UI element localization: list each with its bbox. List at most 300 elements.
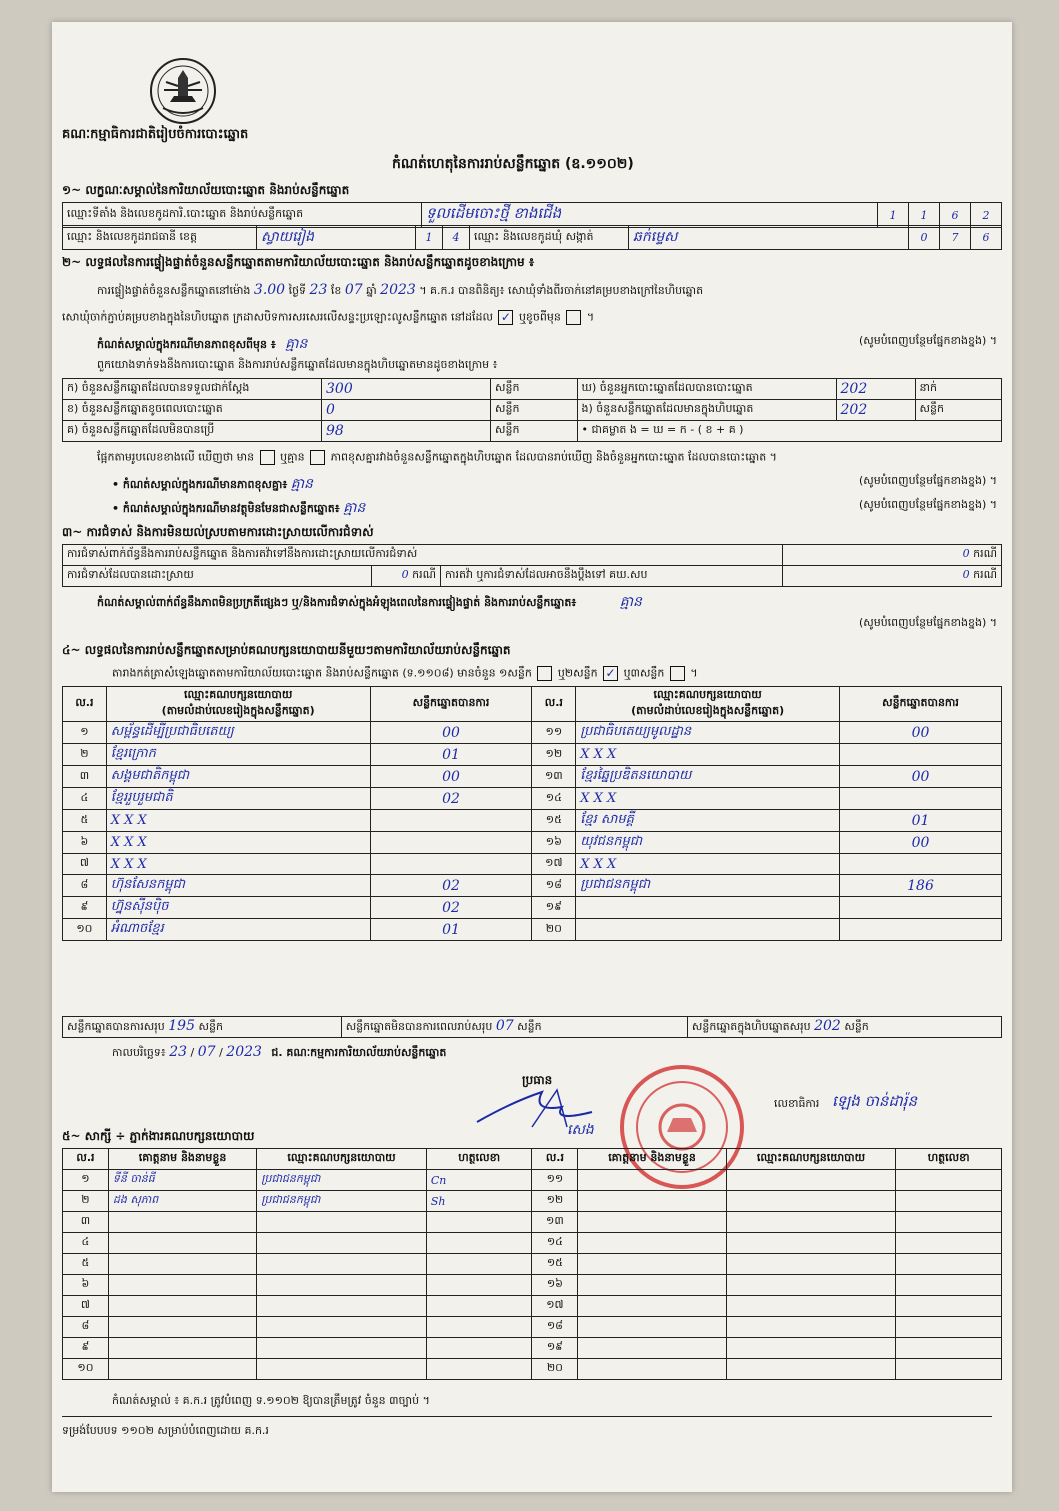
difference-note-value: គ្មាន <box>285 336 308 352</box>
month-label: ខែ <box>330 284 342 297</box>
col-party-sub: (តាមលំដាប់លេខរៀងក្នុងសន្លឹកឆ្នោត) <box>631 704 785 717</box>
party-row-no: ៦ <box>63 832 107 854</box>
has-difference-checkbox[interactable] <box>260 450 275 465</box>
table-row <box>63 766 1002 788</box>
unit-label: ករណី <box>973 568 997 581</box>
party-row-no: ២០ <box>532 919 576 941</box>
commune-value: ឆក់ម្ទេស <box>629 226 909 250</box>
table-row <box>63 832 1002 854</box>
secretary-label: លេខាធិការ <box>774 1097 820 1110</box>
footer-divider <box>62 1416 992 1417</box>
party-name: ខ្មែរក្រោក <box>106 744 370 766</box>
appeal-count-cell <box>783 566 1002 587</box>
party-votes <box>370 854 532 875</box>
chair-signature <box>472 1082 602 1132</box>
total-invalid-cell <box>341 1017 687 1038</box>
resolved-count: 0 <box>401 568 409 581</box>
witness-row-no: ១២ <box>532 1191 578 1212</box>
witness-party <box>257 1317 427 1338</box>
witness-signature <box>896 1338 1002 1359</box>
section-4-title: ៤~ លទ្ធផលនៃការរាប់សន្លឹកឆ្នោតសម្រាប់គណបក្សនយោបាយនីមួយៗតាមការិយាល័យរាប់សន្លឹកឆ្នោត <box>62 643 511 657</box>
verification-text-b: ។ គ.ក.រ បានពិនិត្យ៖ សោឃុំទាំងពីរចាក់នៅគម្របខាងក្រៅនៃហិបឆ្នោត <box>419 284 704 297</box>
unused-value: 98 <box>322 421 491 442</box>
witness-row-no: ១៤ <box>532 1233 578 1254</box>
party-name: X X X <box>576 788 840 810</box>
col-votes: សន្លឹកឆ្នោតបានការ <box>370 687 532 722</box>
unit-label: នាក់ <box>915 379 1002 400</box>
section-2-title: ២~ លទ្ធផលនៃការផ្ទៀងផ្ទាត់ចំនួនសន្លឹកឆ្នោតតាមការិយាល័យបោះឆ្នោត និងរាប់សន្លឹកឆ្នោតដូចខាងក្រោម ៖ <box>62 255 535 269</box>
evidence-intro: ពួកយោងទាក់ទងនឹងការបោះឆ្នោត និងការរាប់សន្លឹកឆ្នោតដែលមានក្នុងហិបឆ្នោតមានដូចខាងក្រោម ៖ <box>97 358 498 371</box>
witness-party <box>726 1191 896 1212</box>
party-votes: 01 <box>840 810 1002 832</box>
irregularities-value: គ្មាន <box>619 594 642 610</box>
party-votes <box>840 897 1002 919</box>
day-label: ថ្ងៃទី <box>288 284 307 297</box>
witness-name <box>108 1233 256 1254</box>
party-votes: 02 <box>370 875 532 897</box>
witness-name <box>108 1338 256 1359</box>
party-votes: 00 <box>840 832 1002 854</box>
fill-back-note: (សូមបំពេញបន្ថែមផ្នែកខាងខ្នង) ។ <box>858 616 997 629</box>
province-code-digit: 1 <box>416 226 443 250</box>
col-party-sub: (តាមលំដាប់លេខរៀងក្នុងសន្លឹកឆ្នោត) <box>161 704 315 717</box>
col-no: ល.រ <box>532 1149 578 1170</box>
formula-text: • ជាគម្លាត ង = ឃ = ក - ( ខ + គ ) <box>577 421 1002 442</box>
party-name: ប្រជាធិបតេយ្យមូលដ្ឋាន <box>576 722 840 744</box>
party-row-no: ៨ <box>63 875 107 897</box>
witness-name <box>108 1317 256 1338</box>
fill-back-note: (សូមបំពេញបន្ថែមផ្នែកខាងខ្នង) ។ <box>858 474 997 487</box>
verification-text: ការផ្ទៀងផ្ទាត់ចំនួនសន្លឹកឆ្នោតនៅម៉ោង <box>97 284 251 297</box>
table-row <box>63 897 1002 919</box>
party-row-no: ១៦ <box>532 832 576 854</box>
table-row <box>63 744 1002 766</box>
party-name: X X X <box>576 744 840 766</box>
witness-name <box>578 1212 726 1233</box>
witness-party <box>257 1233 427 1254</box>
signer-title: ជ. គណៈកម្មការការិយាល័យរាប់សន្លឹកឆ្នោត <box>271 1046 447 1059</box>
verification-line-1 <box>97 282 703 300</box>
verification-month: 07 <box>344 282 363 298</box>
form-footer: ទម្រង់បែបបទ ១១០២ សម្រាប់បំពេញដោយ គ.ក.រ <box>62 1424 269 1437</box>
note-difference-label: • កំណត់សម្គាល់ក្នុងករណីមានភាពខុសគ្នា៖ <box>112 478 288 491</box>
witness-name <box>578 1338 726 1359</box>
total-invalid-label: សន្លឹកឆ្នោតមិនបានការពេលរាប់សរុប <box>345 1020 493 1033</box>
discrepancy-text-b: ភាពខុសគ្នារវាងចំនួនសន្លឹកឆ្នោតក្នុងហិបឆ្នោត ដែលបានរាប់ឃើញ និងចំនួនអ្នកបោះឆ្នោត ដែលបានបោះឆ្នោត ។ <box>330 450 777 464</box>
witness-party: ប្រជាជនកម្ពុជា <box>257 1191 427 1212</box>
col-no: ល.រ <box>63 687 107 722</box>
party-name <box>576 919 840 941</box>
resolved-count-cell <box>372 566 441 587</box>
party-votes <box>840 854 1002 875</box>
party-row-no: ១៣ <box>532 766 576 788</box>
witness-name <box>108 1254 256 1275</box>
three-sheet-checkbox[interactable] <box>670 666 685 681</box>
party-name: សម្ព័ន្ធដើម្បីប្រជាធិបតេយ្យ <box>106 722 370 744</box>
col-signature: ហត្ថលេខា <box>426 1149 532 1170</box>
witness-row-no: ២ <box>63 1191 109 1212</box>
resolved-label: ការជំទាស់ដែលបានដោះស្រាយ <box>63 566 372 587</box>
witness-name <box>108 1359 256 1380</box>
col-no: ល.រ <box>532 687 576 722</box>
spoiled-value: 0 <box>322 400 491 421</box>
two-sheet-label: ឬ២សន្លឹក <box>557 666 598 680</box>
unused-label: គ) ចំនួនសន្លឹកឆ្នោតដែលមិនបានប្រើ <box>63 421 322 442</box>
province-value: ស្វាយរៀង <box>257 226 416 250</box>
party-name: ហ៊ុនសែនកម្ពុជា <box>106 875 370 897</box>
witness-row-no: ១ <box>63 1170 109 1191</box>
section-3-title: ៣~ ការជំទាស់ និងការមិនយល់ស្របតាមការដោះស្រាយលើការជំទាស់ <box>62 525 374 539</box>
table-row <box>63 810 1002 832</box>
table-row <box>63 1191 1002 1212</box>
witness-row-no: ១៥ <box>532 1254 578 1275</box>
spoiled-label: ខ) ចំនួនសន្លឹកឆ្នោតខូចពេលបោះឆ្នោត <box>63 400 322 421</box>
witness-signature <box>426 1359 532 1380</box>
table-row <box>63 1170 1002 1191</box>
unit-label: ករណី <box>412 568 436 581</box>
party-votes <box>840 788 1002 810</box>
witness-party <box>257 1338 427 1359</box>
fill-back-note: (សូមបំពេញបន្ថែមផ្នែកខាងខ្នង) ។ <box>858 334 997 347</box>
witness-party <box>726 1170 896 1191</box>
note-difference-line <box>112 474 997 495</box>
unit-label: សន្លឹក <box>491 421 578 442</box>
col-votes: សន្លឹកឆ្នោតបានការ <box>840 687 1002 722</box>
unit-label: សន្លឹក <box>517 1020 542 1033</box>
no-label: ឬគ្មាន <box>280 450 305 464</box>
table-row <box>63 1254 1002 1275</box>
note-foreign-line <box>112 498 997 519</box>
station-code-digit: 1 <box>878 203 909 228</box>
total-invalid-value: 07 <box>495 1018 514 1034</box>
secretary-name: ឡេង ចាន់ដារ៉ុន <box>832 1092 917 1110</box>
station-code-digit: 1 <box>909 203 940 228</box>
party-row-no: ៥ <box>63 810 107 832</box>
intact-checkbox[interactable]: ✓ <box>498 310 513 325</box>
witness-signature <box>426 1233 532 1254</box>
col-party-label: ឈ្មោះគណបក្សនយោបាយ <box>653 688 762 701</box>
witness-signature <box>426 1254 532 1275</box>
witness-name: ដង សុភាព <box>108 1191 256 1212</box>
witness-row-no: ៨ <box>63 1317 109 1338</box>
party-votes <box>370 810 532 832</box>
party-votes: 00 <box>370 722 532 744</box>
party-name: សង្គមជាតិកម្ពុជា <box>106 766 370 788</box>
witness-party <box>726 1254 896 1275</box>
date-label: កាលបរិច្ឆេទ៖ <box>112 1046 166 1059</box>
seal-status-text: សោឃុំចាក់ភ្ជាប់គម្របខាងក្នុងនៃហិបឆ្នោត ក្រដាសបិទការសរសេរលើសន្ទះប្រឡោះលូសន្លឹកឆ្នោត នៅដដែល <box>62 310 493 324</box>
objections-count-cell <box>783 545 1002 566</box>
witness-name <box>108 1275 256 1296</box>
party-votes: 00 <box>840 766 1002 788</box>
chair-name: សេង <box>567 1122 594 1138</box>
total-valid-cell <box>63 1017 342 1038</box>
witness-row-no: ១៨ <box>532 1317 578 1338</box>
col-party: ឈ្មោះគណបក្សនយោបាយ <box>257 1149 427 1170</box>
party-row-no: ១០ <box>63 919 107 941</box>
party-name: ខ្មែររួបរួមជាតិ <box>106 788 370 810</box>
unit-label: សន្លឹក <box>915 400 1002 421</box>
witness-party <box>257 1275 427 1296</box>
in-box-value: 202 <box>836 400 915 421</box>
party-name: X X X <box>106 832 370 854</box>
appeal-count: 0 <box>962 568 970 581</box>
voters-label: ឃ) ចំនួនអ្នកបោះឆ្នោតដែលបានបោះឆ្នោត <box>577 379 836 400</box>
total-valid-value: 195 <box>168 1018 195 1034</box>
footnote: កំណត់សម្គាល់ ៖ គ.ក.រ ត្រូវបំពេញ ទ.១១០២ ឱ្យបានត្រឹមត្រូវ ចំនួន ៣ច្បាប់ ។ <box>112 1394 430 1407</box>
form-title: កំណត់ហេតុនៃការរាប់សន្លឹកឆ្នោត (ឧ.១១០២) <box>392 156 634 172</box>
difference-note-line <box>97 334 997 355</box>
witness-signature <box>896 1359 1002 1380</box>
party-name: យុវជនកម្ពុជា <box>576 832 840 854</box>
witness-party <box>726 1233 896 1254</box>
party-row-no: ១៨ <box>532 875 576 897</box>
witness-signature <box>896 1296 1002 1317</box>
col-no: ល.រ <box>63 1149 109 1170</box>
witness-party <box>257 1359 427 1380</box>
verification-time: 3.00 <box>253 282 286 298</box>
witness-row-no: ៣ <box>63 1212 109 1233</box>
in-box-label: ង) ចំនួនសន្លឹកឆ្នោតដែលមានក្នុងហិបឆ្នោត <box>577 400 836 421</box>
witness-signature <box>896 1170 1002 1191</box>
witness-name <box>578 1317 726 1338</box>
col-party <box>106 687 370 722</box>
note-foreign-value: គ្មាន <box>343 500 366 516</box>
difference-note-label: កំណត់សម្គាល់ក្នុងករណីមានភាពខុសពីមុន ៖ <box>97 338 276 351</box>
witness-row-no: ១៧ <box>532 1296 578 1317</box>
no-difference-checkbox[interactable] <box>310 450 325 465</box>
station-code-digit: 6 <box>940 203 971 228</box>
witness-signature <box>426 1275 532 1296</box>
witness-name: ទីនី ចាន់ធី <box>108 1170 256 1191</box>
witness-signature <box>426 1296 532 1317</box>
witness-signature <box>426 1317 532 1338</box>
party-row-no: ១ <box>63 722 107 744</box>
note-difference-value: គ្មាន <box>290 476 313 492</box>
witness-name <box>578 1191 726 1212</box>
irregularities-line <box>97 592 642 613</box>
witness-name <box>578 1254 726 1275</box>
party-row-no: ៣ <box>63 766 107 788</box>
party-name: ខ្មែរ សាមគ្គី <box>576 810 840 832</box>
party-row-no: ១៤ <box>532 788 576 810</box>
table-row <box>63 875 1002 897</box>
witness-row-no: ១៩ <box>532 1338 578 1359</box>
witness-party <box>257 1254 427 1275</box>
party-votes <box>370 832 532 854</box>
witness-table <box>62 1148 1002 1380</box>
province-code-digit: 4 <box>443 226 470 250</box>
section-5-title: ៥~ សាក្សី ÷ ភ្នាក់ងារគណបក្សនយោបាយ <box>62 1129 255 1143</box>
results-table <box>62 686 1002 941</box>
witness-name <box>578 1170 726 1191</box>
party-row-no: ៤ <box>63 788 107 810</box>
party-row-no: ១៧ <box>532 854 576 875</box>
witness-row-no: ៩ <box>63 1338 109 1359</box>
year-label: ឆ្នាំ <box>366 284 377 297</box>
irregularities-label: កំណត់សម្គាល់ពាក់ព័ន្ធនឹងភាពមិនប្រក្រតីផ្សេងៗ ឬ/និងការជំទាស់ក្នុងអំឡុងពេលនៃការផ្ទៀងផ្ទាត់ និងការរាប់សន្លឹកឆ្នោត៖ <box>97 596 577 609</box>
objections-table <box>62 544 1002 587</box>
party-votes: 00 <box>840 722 1002 744</box>
party-votes <box>840 919 1002 941</box>
date-month: 07 <box>197 1044 216 1060</box>
note-foreign-label: • កំណត់សម្គាល់ក្នុងករណីមានវត្ថុមិនមែនជាសន្លឹកឆ្នោត៖ <box>112 502 340 515</box>
table-row <box>63 854 1002 875</box>
witness-party <box>257 1296 427 1317</box>
three-sheet-label: ឬ៣សន្លឹក <box>623 666 665 680</box>
party-row-no: ៧ <box>63 854 107 875</box>
objections-count: 0 <box>962 547 970 560</box>
witness-signature <box>896 1254 1002 1275</box>
witness-party <box>726 1275 896 1296</box>
witness-signature <box>426 1212 532 1233</box>
witness-signature <box>426 1338 532 1359</box>
party-row-no: ១៥ <box>532 810 576 832</box>
table-row <box>63 1359 1002 1380</box>
commune-code-digit: 6 <box>971 226 1002 250</box>
party-name: ខ្មែរឆ្នៃប្រឌិតនយោបាយ <box>576 766 840 788</box>
table-row <box>63 1275 1002 1296</box>
witness-row-no: ២០ <box>532 1359 578 1380</box>
witness-row-no: ១៣ <box>532 1212 578 1233</box>
witness-signature <box>896 1191 1002 1212</box>
total-box-value: 202 <box>814 1018 841 1034</box>
station-name-label: ឈ្មោះទីតាំង និងលេខកូដការិ.បោះឆ្នោត និងរាប់សន្លឹកឆ្នោត <box>63 203 422 228</box>
table-row <box>63 1212 1002 1233</box>
party-name: ហ្វ៊ុនស៊ីនប៉ិច <box>106 897 370 919</box>
witness-row-no: ១១ <box>532 1170 578 1191</box>
witness-party <box>726 1359 896 1380</box>
witness-row-no: ៦ <box>63 1275 109 1296</box>
witness-signature: Sh <box>426 1191 532 1212</box>
party-name: X X X <box>106 854 370 875</box>
verification-day: 23 <box>309 282 328 298</box>
party-votes: 02 <box>370 897 532 919</box>
discrepancy-line <box>97 450 777 467</box>
witness-name <box>108 1296 256 1317</box>
table-row <box>63 722 1002 744</box>
party-votes: 01 <box>370 744 532 766</box>
witness-row-no: ១០ <box>63 1359 109 1380</box>
witness-row-no: ៥ <box>63 1254 109 1275</box>
unit-label: សន្លឹក <box>491 400 578 421</box>
section-1-title: ១~ លក្ខណៈសម្គាល់នៃការិយាល័យបោះឆ្នោត និងរាប់សន្លឹកឆ្នោត <box>62 183 350 197</box>
verification-year: 2023 <box>380 282 416 298</box>
witness-party: ប្រជាជនកម្ពុជា <box>257 1170 427 1191</box>
chair-label: ប្រធាន <box>522 1073 553 1087</box>
party-row-no: ២ <box>63 744 107 766</box>
witness-signature <box>896 1317 1002 1338</box>
party-votes: 01 <box>370 919 532 941</box>
witness-row-no: ៧ <box>63 1296 109 1317</box>
damaged-label: ឬខូចពីមុន <box>518 310 561 324</box>
commune-code-digit: 0 <box>909 226 940 250</box>
section-1-table-row2 <box>62 225 1002 250</box>
party-row-no: ១២ <box>532 744 576 766</box>
witness-party <box>726 1317 896 1338</box>
party-name <box>576 897 840 919</box>
voters-value: 202 <box>836 379 915 400</box>
counts-table <box>62 378 1002 442</box>
witness-signature: Cn <box>426 1170 532 1191</box>
witness-name <box>578 1275 726 1296</box>
witness-name <box>108 1212 256 1233</box>
col-name: គោត្តនាម និងនាមខ្លួន <box>108 1149 256 1170</box>
witness-party <box>726 1296 896 1317</box>
one-sheet-checkbox[interactable] <box>537 666 552 681</box>
witness-signature <box>896 1212 1002 1233</box>
station-code-digit: 2 <box>971 203 1002 228</box>
paper-sheet <box>52 22 1012 1492</box>
total-box-cell <box>687 1017 1001 1038</box>
nec-emblem-logo <box>148 56 218 126</box>
party-row-no: ១១ <box>532 722 576 744</box>
total-box-label: សន្លឹកឆ្នោតក្នុងហិបឆ្នោតសរុប <box>691 1020 811 1033</box>
station-name-value: ទួលដើមចោះថ្មី ខាងជើង <box>422 203 878 228</box>
col-party <box>576 687 840 722</box>
witness-name <box>578 1296 726 1317</box>
commune-label: ឈ្មោះ និងលេខកូដឃុំ សង្កាត់ <box>470 226 629 250</box>
col-party-label: ឈ្មោះគណបក្សនយោបាយ <box>184 688 293 701</box>
objections-label: ការជំទាស់ពាក់ព័ន្ធនឹងការរាប់សន្លឹកឆ្នោត និងការតវ៉ាទៅនឹងការដោះស្រាយលើការជំទាស់ <box>63 545 783 566</box>
table-row <box>63 1296 1002 1317</box>
committee-name: គណៈកម្មាធិការជាតិរៀបចំការបោះឆ្នោត <box>62 127 249 142</box>
date-day: 23 <box>169 1044 188 1060</box>
tally-sheet-line: តារាងកត់ត្រាសំឡេងឆ្នោតតាមការិយាល័យបោះឆ្នោត និងរាប់សន្លឹកឆ្នោត (ទ.១១០៨) មានចំនួន ១សន្លឹក ឬ២សន្លឹក ✓ ឬ៣សន្លឹក ។ <box>112 666 698 680</box>
witness-party <box>257 1212 427 1233</box>
fill-back-note: (សូមបំពេញបន្ថែមផ្នែកខាងខ្នង) ។ <box>858 498 997 511</box>
witness-party <box>726 1338 896 1359</box>
party-votes: 00 <box>370 766 532 788</box>
table-row <box>63 1338 1002 1359</box>
party-votes: 02 <box>370 788 532 810</box>
date-line: កាលបរិច្ឆេទ៖ 23 / 07 / 2023 ជ. គណៈកម្មការការិយាល័យរាប់សន្លឹកឆ្នោត <box>112 1044 447 1060</box>
party-name: X X X <box>106 810 370 832</box>
party-votes <box>840 744 1002 766</box>
witness-row-no: ៤ <box>63 1233 109 1254</box>
col-name: គោត្តនាម និងនាមខ្លួន <box>578 1149 726 1170</box>
col-party: ឈ្មោះគណបក្សនយោបាយ <box>726 1149 896 1170</box>
party-row-no: ១៩ <box>532 897 576 919</box>
unit-label: ករណី <box>973 547 997 560</box>
total-valid-label: សន្លឹកឆ្នោតបានការសរុប <box>67 1020 165 1033</box>
unit-label: សន្លឹក <box>844 1020 869 1033</box>
table-row <box>63 788 1002 810</box>
unit-label: សន្លឹក <box>198 1020 223 1033</box>
col-signature: ហត្ថលេខា <box>896 1149 1002 1170</box>
table-row <box>63 1317 1002 1338</box>
party-name: X X X <box>576 854 840 875</box>
party-row-no: ៩ <box>63 897 107 919</box>
date-year: 2023 <box>226 1044 262 1060</box>
witness-signature <box>896 1233 1002 1254</box>
witness-row-no: ១៦ <box>532 1275 578 1296</box>
discrepancy-text: ផ្អែកតាមរូបលេខខាងលើ ឃើញថា មាន <box>97 450 255 464</box>
table-row <box>63 919 1002 941</box>
two-sheet-checkbox[interactable]: ✓ <box>603 666 618 681</box>
unit-label: សន្លឹក <box>491 379 578 400</box>
party-votes: 186 <box>840 875 1002 897</box>
party-name: ប្រជាជនកម្ពុជា <box>576 875 840 897</box>
verification-line-2: សោឃុំចាក់ភ្ជាប់គម្របខាងក្នុងនៃហិបឆ្នោត ក្រដាសបិទការសរសេរលើសន្ទះប្រឡោះលូសន្លឹកឆ្នោត នៅដដែល ✓ ឬខូចពីមុន ។ <box>62 310 595 324</box>
appeal-label: ការតវ៉ា ឬការជំទាស់ដែលអាចនឹងប្តឹងទៅ គឃ.សប <box>441 566 783 587</box>
province-label: ឈ្មោះ និងលេខកូដរាជធានី ខេត្ត <box>63 226 257 250</box>
totals-table <box>62 1016 1002 1038</box>
tally-intro: តារាងកត់ត្រាសំឡេងឆ្នោតតាមការិយាល័យបោះឆ្នោត និងរាប់សន្លឹកឆ្នោត (ទ.១១០៨) មានចំនួន ១សន្លឹក <box>112 666 532 680</box>
witness-name <box>578 1233 726 1254</box>
party-name: អំណាចខ្មែរ <box>106 919 370 941</box>
damaged-checkbox[interactable] <box>566 310 581 325</box>
